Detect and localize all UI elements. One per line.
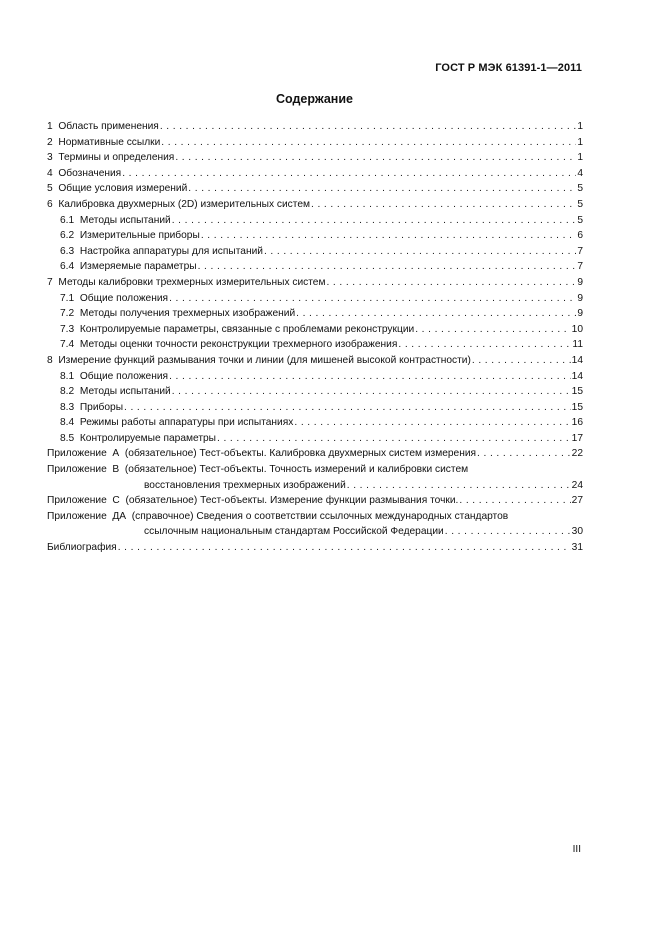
toc-entry-title: Общие условия измерений — [58, 183, 188, 195]
leader-dots — [124, 400, 571, 416]
toc-entry[interactable] — [47, 119, 583, 135]
toc-entry-page: 31 — [571, 542, 583, 554]
toc-subentry[interactable] — [47, 306, 583, 322]
toc-entry-title: Методы оценки точности реконструкции трехмерного изображения — [79, 339, 398, 351]
toc-entry-page: 16 — [571, 417, 583, 429]
toc-subentry[interactable] — [47, 259, 583, 275]
leader-dots — [347, 478, 571, 494]
toc-entry-number: 8.4 — [60, 417, 75, 429]
toc-entry[interactable] — [47, 166, 583, 182]
toc-subentry[interactable] — [47, 415, 583, 431]
toc-entry-page: 15 — [571, 401, 583, 413]
toc-entry-number: 6.4 — [60, 261, 75, 273]
toc-subentry[interactable] — [47, 431, 583, 447]
toc-appendix-c[interactable] — [47, 493, 583, 509]
toc-subentry[interactable] — [47, 369, 583, 385]
toc-entry-title: Калибровка двухмерных (2D) измерительных систем — [58, 198, 310, 210]
toc-entry-page: 10 — [571, 323, 583, 335]
toc-entry-number: 7.4 — [60, 339, 75, 351]
leader-dots — [398, 337, 571, 353]
toc-entry-title: Термины и определения — [58, 152, 175, 164]
leader-dots — [296, 306, 576, 322]
leader-dots — [172, 384, 571, 400]
toc-appendix-b[interactable] — [47, 462, 583, 493]
leader-dots — [326, 275, 576, 291]
leader-dots — [198, 259, 577, 275]
leader-dots — [459, 493, 570, 509]
toc-entry-title: Измерение функций размывания точки и линии (для мишеней высокой контрастности) — [58, 354, 471, 366]
toc-entry-page: 5 — [577, 183, 583, 195]
leader-dots — [160, 119, 577, 135]
toc-entry-page: 1 — [577, 136, 583, 148]
toc-entry-title: Обозначения — [58, 167, 122, 179]
toc-entry-title: (обязательное) Тест-объекты. Измерение функции размывания точки. — [125, 495, 459, 507]
toc-entry[interactable] — [47, 181, 583, 197]
toc-entry-number: 6 — [47, 198, 53, 210]
toc-entry-title: Измерительные приборы — [79, 230, 200, 242]
toc-subentry[interactable] — [47, 337, 583, 353]
toc-entry-title: (справочное) Сведения о соответствии ссылочных международных стандартов — [131, 510, 509, 522]
leader-dots — [415, 322, 570, 338]
toc-entry-title: Контролируемые параметры — [79, 432, 216, 444]
toc-entry-title: Общие положения — [79, 370, 169, 382]
toc-entry-number: 7.2 — [60, 308, 75, 320]
toc-entry-number: 8.1 — [60, 370, 75, 382]
leader-dots — [118, 540, 571, 556]
toc-entry-page: 9 — [577, 276, 583, 288]
toc-subentry[interactable] — [47, 322, 583, 338]
toc-entry-title: Нормативные ссылки — [58, 136, 161, 148]
toc-entry[interactable] — [47, 135, 583, 151]
toc-entry-title: Настройка аппаратуры для испытаний — [79, 245, 263, 257]
toc-entry-page: 17 — [571, 432, 583, 444]
toc-entry[interactable] — [47, 275, 583, 291]
toc-entry-title-continued: ссылочным национальным стандартам Российской Федерации — [144, 526, 444, 538]
toc-entry-number: 8 — [47, 354, 53, 366]
document-code: ГОСТ Р МЭК 61391-1—2011 — [435, 62, 582, 74]
toc-subentry[interactable] — [47, 400, 583, 416]
toc-entry-number: 7.1 — [60, 292, 75, 304]
toc-entry-title: Измеряемые параметры — [79, 261, 197, 273]
toc-entry-title: Методы получения трехмерных изображений — [79, 308, 296, 320]
leader-dots — [175, 150, 576, 166]
toc-title: Содержание — [275, 92, 353, 106]
toc-entry-page: 7 — [577, 261, 583, 273]
toc-entry-page: 9 — [577, 308, 583, 320]
toc-entry-page: 5 — [577, 198, 583, 210]
leader-dots — [445, 524, 571, 540]
toc-entry-page: 5 — [577, 214, 583, 226]
toc-entry-page: 15 — [571, 386, 583, 398]
toc-entry-page: 7 — [577, 245, 583, 257]
toc-entry-page: 9 — [577, 292, 583, 304]
toc-entry-title: Методы испытаний — [79, 386, 171, 398]
toc-entry-number: Приложение С — [47, 495, 120, 507]
toc-entry-page: 6 — [577, 230, 583, 242]
toc-entry-page: 30 — [571, 526, 583, 538]
leader-dots — [188, 181, 576, 197]
toc-entry-number: Приложение ДА — [47, 510, 127, 522]
toc-entry-page: 14 — [571, 370, 583, 382]
leader-dots — [169, 291, 576, 307]
toc-bibliography[interactable] — [47, 540, 583, 556]
toc-entry-number: 2 — [47, 136, 53, 148]
table-of-contents — [47, 119, 583, 556]
leader-dots — [201, 228, 577, 244]
toc-entry-number: 3 — [47, 152, 53, 164]
toc-entry-number: Приложение В — [47, 464, 120, 476]
toc-entry-page: 4 — [577, 167, 583, 179]
toc-entry-number: 7.3 — [60, 323, 75, 335]
leader-dots — [294, 415, 570, 431]
toc-entry[interactable] — [47, 197, 583, 213]
toc-entry-page: 27 — [571, 495, 583, 507]
toc-entry-number: 6.3 — [60, 245, 75, 257]
toc-entry-page: 22 — [571, 448, 583, 460]
leader-dots — [217, 431, 571, 447]
toc-entry-number: 5 — [47, 183, 53, 195]
toc-entry-page: 11 — [572, 339, 583, 351]
toc-entry-number: Приложение А — [47, 448, 120, 460]
toc-entry-number: 4 — [47, 167, 53, 179]
toc-entry-title-continued: восстановления трехмерных изображений — [144, 479, 346, 491]
toc-entry-number: 1 — [47, 121, 53, 132]
toc-entry-title: Методы калибровки трехмерных измерительных систем — [58, 276, 326, 288]
toc-entry-number: 7 — [47, 276, 53, 288]
toc-entry-title: Методы испытаний — [79, 214, 171, 226]
leader-dots — [311, 197, 576, 213]
toc-entry-page: 1 — [577, 152, 583, 164]
toc-subentry[interactable] — [47, 384, 583, 400]
toc-entry-title: (обязательное) Тест-объекты. Калибровка двухмерных систем измерения — [124, 448, 477, 460]
toc-entry-title: Режимы работы аппаратуры при испытаниях — [79, 417, 294, 429]
leader-dots — [472, 353, 571, 369]
leader-dots — [161, 135, 576, 151]
toc-subentry[interactable] — [47, 244, 583, 260]
toc-entry-title: Библиография — [47, 542, 117, 554]
toc-entry-title: Контролируемые параметры, связанные с проблемами реконструкции — [79, 323, 415, 335]
toc-entry-title: (обязательное) Тест-объекты. Точность измерений и калибровки систем — [124, 464, 469, 476]
toc-entry[interactable] — [47, 353, 583, 369]
toc-subentry[interactable] — [47, 291, 583, 307]
leader-dots — [264, 244, 576, 260]
leader-dots — [477, 446, 571, 462]
toc-entry-title: Область применения — [58, 121, 159, 132]
toc-appendix-da[interactable] — [47, 509, 583, 540]
toc-entry-page: 1 — [577, 121, 583, 132]
leader-dots — [122, 166, 576, 182]
toc-entry-number: 6.2 — [60, 230, 75, 242]
toc-entry-page: 14 — [571, 354, 583, 366]
toc-subentry[interactable] — [47, 228, 583, 244]
page-number: III — [572, 844, 581, 855]
toc-entry-number: 8.2 — [60, 386, 75, 398]
toc-entry-number: 8.5 — [60, 432, 75, 444]
toc-entry[interactable] — [47, 150, 583, 166]
leader-dots — [172, 213, 577, 229]
leader-dots — [169, 369, 571, 385]
toc-subentry[interactable] — [47, 213, 583, 229]
toc-entry-number: 8.3 — [60, 401, 75, 413]
toc-entry-number: 6.1 — [60, 214, 75, 226]
toc-entry-title: Общие положения — [79, 292, 169, 304]
toc-entry-page: 24 — [571, 479, 583, 491]
toc-appendix-a[interactable] — [47, 446, 583, 462]
toc-entry-title: Приборы — [79, 401, 124, 413]
